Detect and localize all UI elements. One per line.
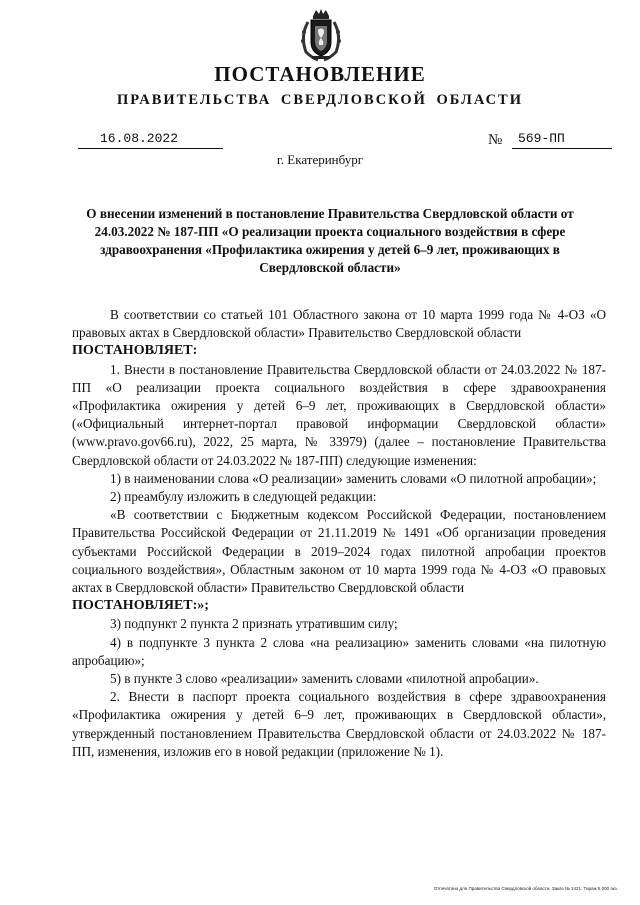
number-sign: №	[488, 132, 503, 148]
document-date: 16.08.2022	[100, 131, 179, 146]
decree-keyword-quoted: ПОСТАНОВЛЯЕТ:»;	[72, 598, 209, 614]
item-1-5: 5) в пункте 3 слово «реализации» заменить словами «пилотной апробации».	[110, 671, 539, 687]
city: г. Екатеринбург	[276, 152, 364, 167]
item-1-2: 2) преамбулу изложить в следующей редакции:	[110, 489, 377, 505]
item-2: 2. Внести в паспорт проекта социального воздействия в сфере здравоохранения «Профилактика ожирения у детей 6–9 лет, проживающих в Свердловской области», утвержденный постановлением Правительства Свердловской области от 24.03.2022 № 187-ПП, изменения, изложив его в новой редакции (приложение № 1).	[72, 689, 606, 759]
document-title: ПОСТАНОВЛЕНИЕ	[214, 62, 426, 86]
intro-paragraph: В соответствии со статьей 101 Областного закона от 10 марта 1999 года № 4-ОЗ «О правовых актах в Свердловской области» Правительство Свердловской области	[72, 307, 606, 341]
document-subtitle: ПРАВИТЕЛЬСТВА СВЕРДЛОВСКОЙ ОБЛАСТИ	[116, 92, 524, 108]
item-1-4: 4) в подпункте 3 пункта 2 слова «на реализацию» заменить словами «на пилотную апробацию»;	[72, 634, 606, 668]
item-1: 1. Внести в постановление Правительства Свердловской области от 24.03.2022 № 187-ПП «О реализации проекта социального воздействия в сфере здравоохранения «Профилактика ожирения у детей 6–9 лет, проживающих в Свердловской области» («Официальный интернет-портал правовой информации Свердловской области» (www.pravo.gov66.ru), 2022, 25 марта, № 33979) (далее – постановление Правительства Свердловской области от 24.03.2022 № 187-ПП) следующие изменения:	[72, 361, 606, 468]
number-underline	[512, 148, 612, 149]
document-heading: О внесении изменений в постановление Правительства Свердловской области от 24.03.2022 № 187-ПП «О реализации проекта социального воздействия в сфере здравоохранения «Профилактика ожирения у детей 6–9 лет, проживающих в Свердловской области»	[86, 206, 574, 275]
item-1-1: 1) в наименовании слова «О реализации» заменить словами «О пилотной апробации»;	[110, 470, 597, 486]
document-body	[72, 306, 606, 761]
print-footer: Отпечатано для Правительства Свердловской области. Заказ № 1421. Тираж 5 000 экз.	[433, 886, 618, 891]
document-number: 569-ПП	[518, 131, 565, 146]
date-underline	[78, 148, 223, 149]
coat-of-arms-icon	[298, 8, 344, 62]
item-1-2-quote: «В соответствии с Бюджетным кодексом Российской Федерации, постановлением Правительства Российской Федерации от 21.11.2019 № 1491 «Об организации проведения субъектами Российской Федерации в 2019–2024 годах пилотной апробации проектов социального воздействия», Областным законом от 10 марта 1999 года № 4-ОЗ «О правовых актах в Свердловской области» Правительство Свердловской области	[72, 507, 606, 596]
item-1-3: 3) подпункт 2 пункта 2 признать утратившим силу;	[110, 616, 398, 632]
decree-keyword: ПОСТАНОВЛЯЕТ:	[72, 343, 198, 359]
